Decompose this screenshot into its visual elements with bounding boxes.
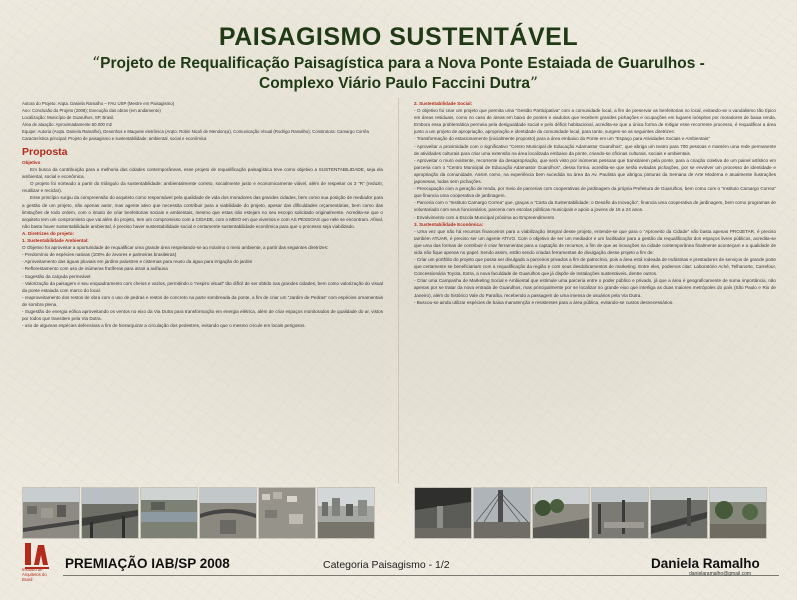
credits-block bbox=[22, 100, 383, 142]
photo-city-skyline bbox=[317, 487, 375, 539]
list-item: - Criar um portfólio do projeto que possa ser divulgado a parceiros privados a fim de patrocínio, pois a área está rodeada de Indústrias e prestadores de serviços de grande porte que certamente se beneficiariam com a requalificação da região e com seus desdobramentos de marketing. Entre eles, podemos citar: Laboratório Aché, Telhanorte, Carrefour, Concessionária Toyota, Extra, a nova faculdade de Guarulhos que já dispõe de Instalações sustentáveis, dentre outros. bbox=[414, 257, 776, 277]
photo-bridge-tower bbox=[473, 487, 531, 539]
footer-rule bbox=[63, 575, 779, 576]
close-quote: ” bbox=[530, 74, 538, 92]
list-item: - Valorização da paisagem e seu enquadramento com cheios e vazios, permitindo o “respiro visual” tão difícil de ser obtido nas grandes cidades, bem como valorização do visual da ponte estaiada com marco do local. bbox=[22, 280, 383, 293]
poster-title: PAISAGISMO SUSTENTÁVEL bbox=[218, 23, 579, 51]
list-item: - reaproveitamento dos restos de obra com o uso de pedras e restos de concreto na parte sombreada da ponte, a fim de criar um “Jardim de Pedras” com espécies ornamentais de sombra plena. bbox=[22, 294, 383, 307]
credit-location: Localização: Município de Guarulhos, SP, Brasil. bbox=[22, 115, 115, 120]
objetivo-heading: Objetivo bbox=[22, 160, 41, 165]
credit-area: Área de atuação: Aproximadamente 50.000 m2 bbox=[22, 122, 113, 127]
list-item: - Reflorestamento com uso de inúmeras frutíferas para atrair a avifauna bbox=[22, 266, 168, 272]
list-item: - Predomínio de espécies nativas (100% de árvores e palmeiras brasileiras) bbox=[22, 252, 177, 258]
diretrizes-heading: A. Diretrizes do projeto: bbox=[22, 230, 75, 236]
list-item: - Preocupação com a geração de renda, por meio de parcerias com cooperativas de jardinagem da própria Prefeitura de Guarulhos, bem como com o “Instituto Camargo Correa” que financia uma cooperativa de jardinagem. bbox=[414, 186, 776, 199]
poster-subtitle-line1 bbox=[0, 54, 797, 73]
list-item: - Sugestão de energia eólica aproveitando os ventos no eixo da Via Dutra para transformação em energia elétrica, além de criar espaços monitorados de qualidade do ar, vistos por todos que transitem pela Via Dutra. bbox=[22, 308, 383, 322]
list-item: - Aproveitar o muro existente, recorrente da desapropriação, que será visto por inúmeras pessoas que transitarem pela ponte, para a criação coletiva de um painel artístico em parceria com o “Centro Municipal de Educação Adamastor Guarulhos”, dessa forma, acredita-se que serão evitadas pichações, por se envolver um processo de identidade e apropriação da comunidade. Assim como, na experiência bem sucedida na área da Av. Paulista que abrigou pinturas da Semana de Arte Moderna e atualmente ilustrações japonesas, todas sem pichações. bbox=[414, 157, 776, 185]
list-item: - Envolvimento com a Escola Municipal próxima ao Empreendimento bbox=[414, 214, 555, 220]
award-label: PREMIAÇÃO IAB/SP 2008 bbox=[65, 556, 230, 571]
credit-team: Equipe: Autoria (Arqta. Daniela Ramalho), Desenhos e Maquete eletrônica (Arqto. Robin Nicoli de Mendonça), Comunicação Visual (Rodrigo Ramalho); Construtora: Camargo Corrêa bbox=[22, 129, 369, 134]
list-item: - Aproveitamento das águas pluviais em jardins palustres e cisternas para reuso da água para irrigação do jardim bbox=[22, 259, 253, 265]
objetivo-paragraph-1: Em busca da contribuição para a melhoria das cidades contemporâneas, esse projeto de requalificação paisagística teve como objetivo a SUSTENTABILIDADE, seja ela ambiental, social e econômica. bbox=[22, 167, 383, 180]
author-name: Daniela Ramalho bbox=[651, 556, 760, 571]
economica-intro: - Uma vez que não há recursos financeiros para a viabilização integral desse projeto, entende-se que para o “Aproveito da Cidade” não basta apenas PROJETAR, é preciso também ATUAR, é preciso ser um agente ATIVO. Com o objetivo de ser um mediador e um facilitador para a gestão da requalificação dos espaços livres públicos, acredita-se que uma das formas de contribuir é criar ferramentas para a captação de recursos, a fim de que as inovações na cidade contemporânea finalmente aconteçam e a qualidade de vida não fique apenas no papel. Sendo assim, estão sendo criadas ferramentas de divulgação desse projeto a fim de: bbox=[414, 228, 776, 255]
photo-bridge-traffic bbox=[81, 487, 139, 539]
subtitle-text-2: Complexo Viário Paulo Faccini Dutra bbox=[259, 75, 531, 92]
ambiental-intro: O Objetivo foi aproveitar a oportunidade de requalificar uma grande área respeitando-se ao máximo o meio ambiente, a partir das seguintes diretrizes: bbox=[22, 245, 329, 251]
list-item: - Sugestão da calçada permeável bbox=[22, 273, 91, 279]
ambiental-heading: 1. Sustentabilidade Ambiental: bbox=[22, 238, 89, 244]
section-proposta-heading: Proposta bbox=[22, 146, 68, 158]
economica-heading: 3. Sustentabilidade Econômica: bbox=[414, 221, 484, 227]
author-email: danielaramalho@gmail.com bbox=[689, 571, 752, 577]
ambiental-list bbox=[22, 251, 383, 329]
list-item: - Parceria com o “Instituto Camargo Correa” que, graças a “Carta da Sustentabilidade: o Desafio da Inovação”, financia uma cooperativa de jardinagem, bem como programas de voluntariado com seus funcionários, parceria com escolas públicas municipais e apoio a jovens de 16 a 24 anos. bbox=[414, 200, 776, 213]
list-item: - uso de algumas espécies defensivas a fim de hierarquizar a circulação dos pedestres, evitando que o mesmo circule em locais perigosos. bbox=[22, 323, 306, 329]
economica-list bbox=[414, 256, 776, 306]
category-label: Categoria Paisagismo - 1/2 bbox=[323, 559, 450, 571]
credit-feature: Característica principal: Projeto de paisagismo e sustentabilidade: ambiental, social e econômica bbox=[22, 136, 207, 141]
open-quote: “ bbox=[92, 54, 101, 72]
credit-author: Autora do Projeto: Arqta. Daniela Ramalho – FAU USP (Mestre em Paisagismo) bbox=[22, 101, 175, 106]
credit-year: Ano: Conclusão do Projeto (2008); Execução das obras (em andamento) bbox=[22, 108, 161, 113]
photo-residential-aerial bbox=[258, 487, 316, 539]
right-column bbox=[414, 100, 776, 306]
column-divider bbox=[398, 98, 399, 483]
social-heading: 2. Sustentabilidade Social: bbox=[414, 101, 473, 106]
objetivo-paragraph-2: O projeto foi norteado a partir do triângulo da sustentabilidade: ambientalmente correto, socialmente justo e economicamente viável, além de respeitar os 3 “R” (reduzir, reutilizar e reciclar). bbox=[22, 181, 383, 194]
list-item: - Criar uma Campanha de Marketing Social e Ambiental que estimule uma parceria entre o poder público e privado, já que a área é geograficamente de suma importância, não apenas por se tratar da nova entrada de Guarulhos, mas principalmente por se localizar no grande eixo que interliga as duas maiores metrópoles do país (São Paulo e Rio de Janeiro), além do histórico Vale do Paraíba, recebendo a passagem de uma imensa de usuários pela Via Dutra. bbox=[414, 278, 776, 298]
photo-urban-aerial bbox=[22, 487, 80, 539]
left-column bbox=[22, 100, 383, 329]
photo-road-junction bbox=[650, 487, 708, 539]
subtitle-text-1: Projeto de Requalificação Paisagística para a Nova Ponte Estaiada de Guarulhos - bbox=[100, 55, 705, 72]
iab-logo-text: Instituto de Arquitetos do Brasil bbox=[22, 567, 47, 582]
photo-under-bridge bbox=[414, 487, 472, 539]
photo-tree-lined-road bbox=[532, 487, 590, 539]
photo-construction-site bbox=[591, 487, 649, 539]
objetivo-paragraph-3: Esse princípio surgiu da compreensão do arquiteto como responsável pela qualidade de vida dos moradores das grandes cidades, bem como sua posição de mediador para a gestão de um projeto, não apenas autor, mas agente ativo que necessita contribuir para a viabilidade do projeto, apesar das dificuldades orçamentárias, bem como das limitações de todo ordem, com o intuito de criar benfeitorias sociais e ambientais, mesmo que estas não estejam no seu escopo solicitado originalmente. Acredita-se que o arquiteto tem um compromisso que vai além do projeto, tem um compromisso com a CIDADE, com o MEIO em que vivemos e com AS PESSOAS que nele se encontram. Afinal, não basta haver sustentabilidade ambiental, é preciso haver sustentabilidade social e certamente sustentabilidade econômica para que o processo seja viabilizado. bbox=[22, 195, 384, 229]
social-list bbox=[414, 107, 776, 221]
list-item: - Aproveitar a proximidade com o significativo “Centro Municipal de Educação Adamastor Guarulhos”, que abriga um teatro para 700 pessoas e mantém uma rede permanente de atividades culturais para criar uma extensão na área localizada embaixo da ponte, criando-se oficinas culturais, sociais e ambientais. bbox=[414, 143, 776, 156]
list-item: - Transformação do estacionamento (inicialmente proposto) para a área embaixo da Ponte em um “Espaço para Atividades Sociais e Ambientais” bbox=[414, 136, 710, 142]
list-item: - Buscou-se ainda utilizar espécies de baixa manutenção e resistentes para a área pública, evitando-se custos desnecessários. bbox=[414, 299, 674, 305]
photo-green-area bbox=[709, 487, 767, 539]
photo-highway-overpass bbox=[199, 487, 257, 539]
iab-logo bbox=[22, 541, 52, 591]
photo-riverbank bbox=[140, 487, 198, 539]
list-item: - O objetivo foi criar um projeto que permita uma “Gestão Participativa” com a comunidade local, a fim de preservar as benfeitorias no local, evitando-se o vandalismo tão típico em áreas residuais, como no caso de áreas em baixo de pontes e viadutos que recebem grandes pichações e ocupações em lugares inóspitos por moradores de baixa renda. Embora essa problemática permeia pela desigualdade social e pelo déficit habitacional, acredita-se que a única forma de mitigar esse recorrente processo, é requalificar a área junto a um projeto de apropriação, apropriação e identidade da comunidade local, para tanto, surgem-se as seguintes diretrizes: bbox=[414, 108, 776, 135]
poster-subtitle-line2 bbox=[0, 74, 797, 93]
